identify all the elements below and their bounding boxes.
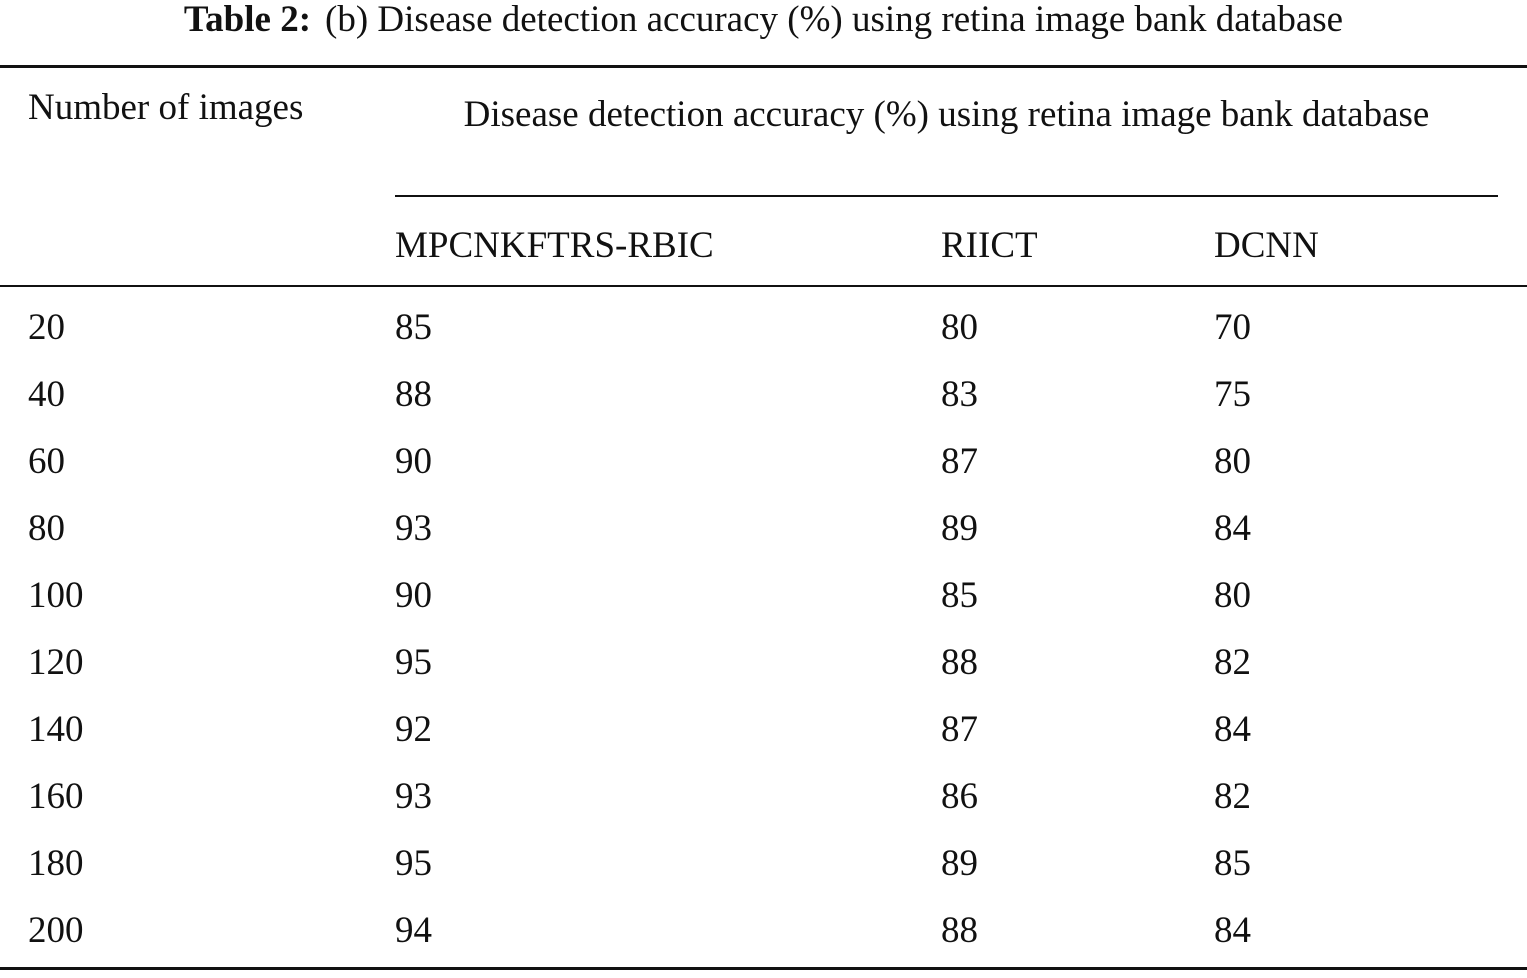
cell-dcnn: 75 [1214, 374, 1251, 415]
column-header-mpcnkftrs-rbic: MPCNKFTRS-RBIC [395, 225, 714, 266]
cell-mpcnkftrs-rbic: 95 [395, 642, 432, 683]
cell-dcnn: 85 [1214, 843, 1251, 884]
table-row [0, 442, 1527, 509]
cell-mpcnkftrs-rbic: 88 [395, 374, 432, 415]
cell-mpcnkftrs-rbic: 95 [395, 843, 432, 884]
cell-mpcnkftrs-rbic: 93 [395, 776, 432, 817]
cell-number-of-images: 20 [28, 307, 65, 348]
cell-riict: 86 [941, 776, 978, 817]
cell-number-of-images: 200 [28, 910, 84, 951]
cell-riict: 87 [941, 441, 978, 482]
cell-number-of-images: 140 [28, 709, 84, 750]
table-row [0, 710, 1527, 777]
cell-dcnn: 84 [1214, 910, 1251, 951]
cell-number-of-images: 40 [28, 374, 65, 415]
cell-mpcnkftrs-rbic: 94 [395, 910, 432, 951]
cell-number-of-images: 180 [28, 843, 84, 884]
column-group-header-accuracy: Disease detection accuracy (%) using retina image bank database [463, 94, 1430, 135]
table-row [0, 509, 1527, 576]
cell-riict: 85 [941, 575, 978, 616]
table-row [0, 643, 1527, 710]
column-group-rule [395, 195, 1498, 197]
cell-riict: 89 [941, 508, 978, 549]
cell-number-of-images: 100 [28, 575, 84, 616]
table-row [0, 777, 1527, 844]
column-header-riict: RIICT [941, 225, 1038, 266]
cell-dcnn: 84 [1214, 709, 1251, 750]
cell-dcnn: 80 [1214, 575, 1251, 616]
cell-mpcnkftrs-rbic: 85 [395, 307, 432, 348]
table-bottom-rule [0, 967, 1527, 970]
cell-mpcnkftrs-rbic: 93 [395, 508, 432, 549]
table-row [0, 308, 1527, 375]
cell-riict: 88 [941, 642, 978, 683]
cell-dcnn: 80 [1214, 441, 1251, 482]
cell-number-of-images: 160 [28, 776, 84, 817]
cell-dcnn: 82 [1214, 642, 1251, 683]
cell-number-of-images: 60 [28, 441, 65, 482]
header-bottom-rule [0, 285, 1527, 287]
cell-riict: 89 [941, 843, 978, 884]
table-row [0, 375, 1527, 442]
cell-riict: 80 [941, 307, 978, 348]
column-header-dcnn: DCNN [1214, 225, 1319, 266]
table-top-rule [0, 65, 1527, 68]
table-row [0, 576, 1527, 643]
cell-dcnn: 70 [1214, 307, 1251, 348]
cell-riict: 88 [941, 910, 978, 951]
cell-mpcnkftrs-rbic: 90 [395, 575, 432, 616]
cell-dcnn: 82 [1214, 776, 1251, 817]
cell-riict: 87 [941, 709, 978, 750]
table-caption-text: (b) Disease detection accuracy (%) using retina image bank database [325, 0, 1344, 40]
cell-number-of-images: 80 [28, 508, 65, 549]
table-row [0, 844, 1527, 911]
cell-riict: 83 [941, 374, 978, 415]
cell-dcnn: 84 [1214, 508, 1251, 549]
cell-mpcnkftrs-rbic: 92 [395, 709, 432, 750]
column-header-number-of-images: Number of images [28, 87, 304, 128]
cell-number-of-images: 120 [28, 642, 84, 683]
cell-mpcnkftrs-rbic: 90 [395, 441, 432, 482]
table-caption [0, 0, 1527, 44]
table-caption-label: Table 2: [183, 0, 312, 40]
